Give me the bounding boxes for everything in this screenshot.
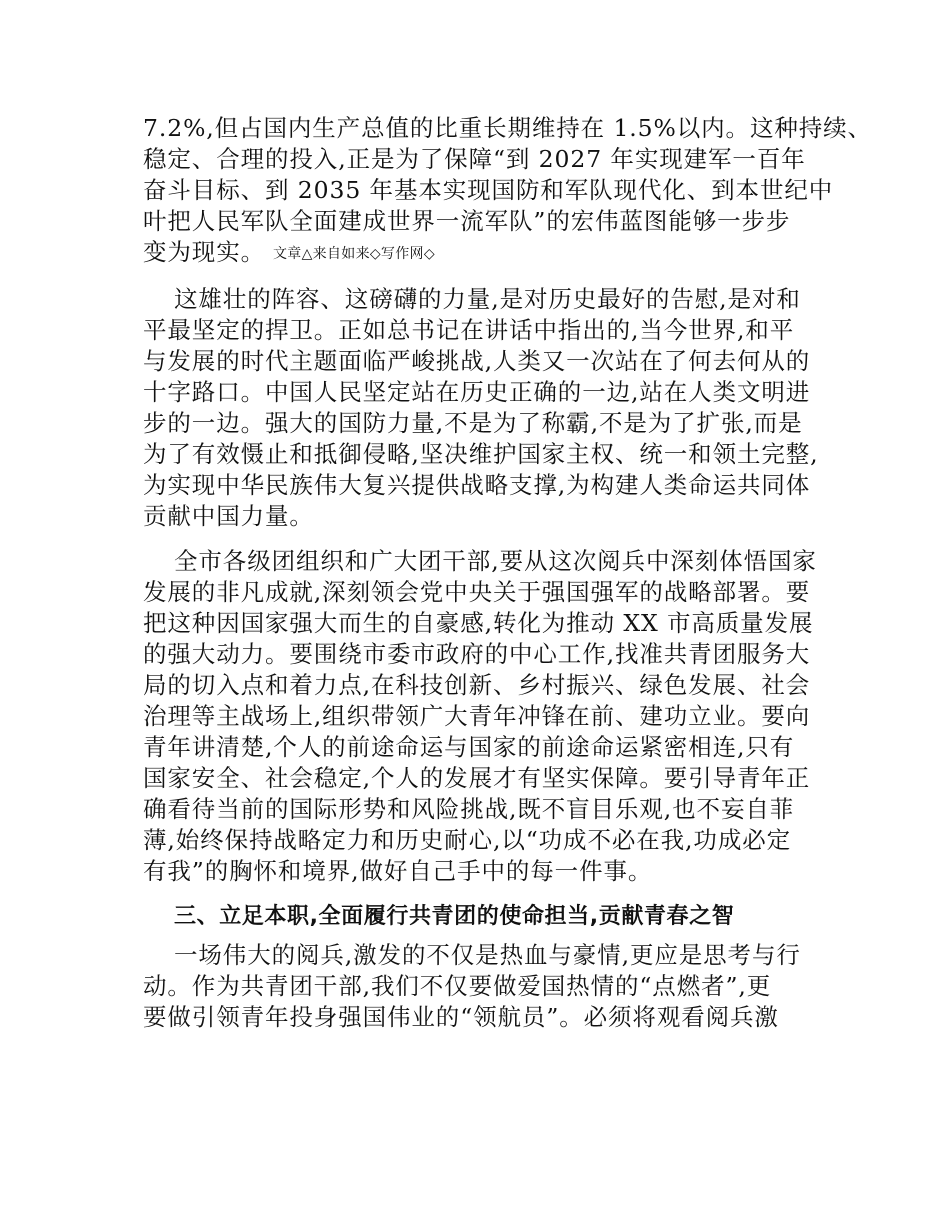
- paragraph-line: 国家安全、社会稳定,个人的发展才有坚实保障。要引导青年正: [143, 764, 811, 792]
- paragraph-line: 薄,始终保持战略定力和历史耐心,以“功成不必在我,功成必定: [143, 826, 792, 854]
- paragraph-line: 的强大动力。要围绕市委市政府的中心工作,找准共青团服务大: [143, 640, 811, 668]
- paragraph-line: 贡献中国力量。: [143, 502, 314, 530]
- paragraph-line: 叶把人民军队全面建成世界一流军队”的宏伟蓝图能够一步步: [143, 207, 791, 235]
- paragraph-line: 一场伟大的阅兵,激发的不仅是热血与豪情,更应是思考与行: [174, 941, 801, 969]
- paragraph-line-text: 变为现实。: [143, 238, 265, 266]
- paragraph-line: 这雄壮的阵容、这磅礴的力量,是对历史最好的告慰,是对和: [174, 285, 801, 313]
- paragraph-1: [143, 113, 872, 270]
- paragraph-line: 治理等主战场上,组织带领广大青年冲锋在前、建功立业。要向: [143, 702, 811, 730]
- paragraph-2: [143, 284, 819, 532]
- paragraph-line: 青年讲清楚,个人的前途命运与国家的前途命运紧密相连,只有: [143, 733, 795, 761]
- paragraph-line: 稳定、合理的投入,正是为了保障“到 2027 年实现建军一百年: [143, 145, 806, 173]
- paragraph-line: 与发展的时代主题面临严峻挑战,人类又一次站在了何去何从的: [143, 347, 811, 375]
- paragraph-line: 确看待当前的国际形势和风险挑战,既不盲目乐观,也不妄自菲: [143, 795, 795, 823]
- paragraph-line: 发展的非凡成就,深刻领会党中央关于强国强军的战略部署。要: [143, 578, 811, 606]
- document-page: [143, 113, 872, 1047]
- paragraph-line: 局的切入点和着力点,在科技创新、乡村振兴、绿色发展、社会: [143, 671, 811, 699]
- section-heading: 三、立足本职,全面履行共青团的使命担当,贡献青春之智: [174, 904, 735, 929]
- paragraph-3: [143, 546, 815, 887]
- paragraph-line: 有我”的胸怀和境界,做好自己手中的每一件事。: [143, 857, 653, 885]
- paragraph-line: 7.2%,但占国内生产总值的比重长期维持在 1.5%以内。这种持续、: [143, 114, 872, 142]
- paragraph-line: 步的一边。强大的国防力量,不是为了称霸,不是为了扩张,而是: [143, 409, 803, 437]
- paragraph-4: [143, 940, 815, 1033]
- paragraph-line: 把这种因国家强大而生的自豪感,转化为推动 XX 市高质量发展: [143, 609, 814, 637]
- paragraph-line: 为实现中华民族伟大复兴提供战略支撑,为构建人类命运共同体: [143, 471, 811, 499]
- source-note: 文章△来自如来◇写作网◇: [273, 246, 435, 262]
- paragraph-line-last: [143, 237, 815, 270]
- paragraph-line: 为了有效慑止和抵御侵略,坚决维护国家主权、统一和领土完整,: [143, 440, 819, 468]
- paragraph-line: 全市各级团组织和广大团干部,要从这次阅兵中深刻体悟国家: [174, 547, 817, 575]
- paragraph-line: 平最坚定的捍卫。正如总书记在讲话中指出的,当今世界,和平: [143, 316, 795, 344]
- paragraph-line: 十字路口。中国人民坚定站在历史正确的一边,站在人类文明进: [143, 378, 811, 406]
- paragraph-line: 要做引领青年投身强国伟业的“领航员”。必须将观看阅兵激: [143, 1003, 779, 1031]
- paragraph-line: 动。作为共青团干部,我们不仅要做爱国热情的“点燃者”,更: [143, 972, 772, 1000]
- paragraph-line: 奋斗目标、到 2035 年基本实现国防和军队现代化、到本世纪中: [143, 176, 834, 204]
